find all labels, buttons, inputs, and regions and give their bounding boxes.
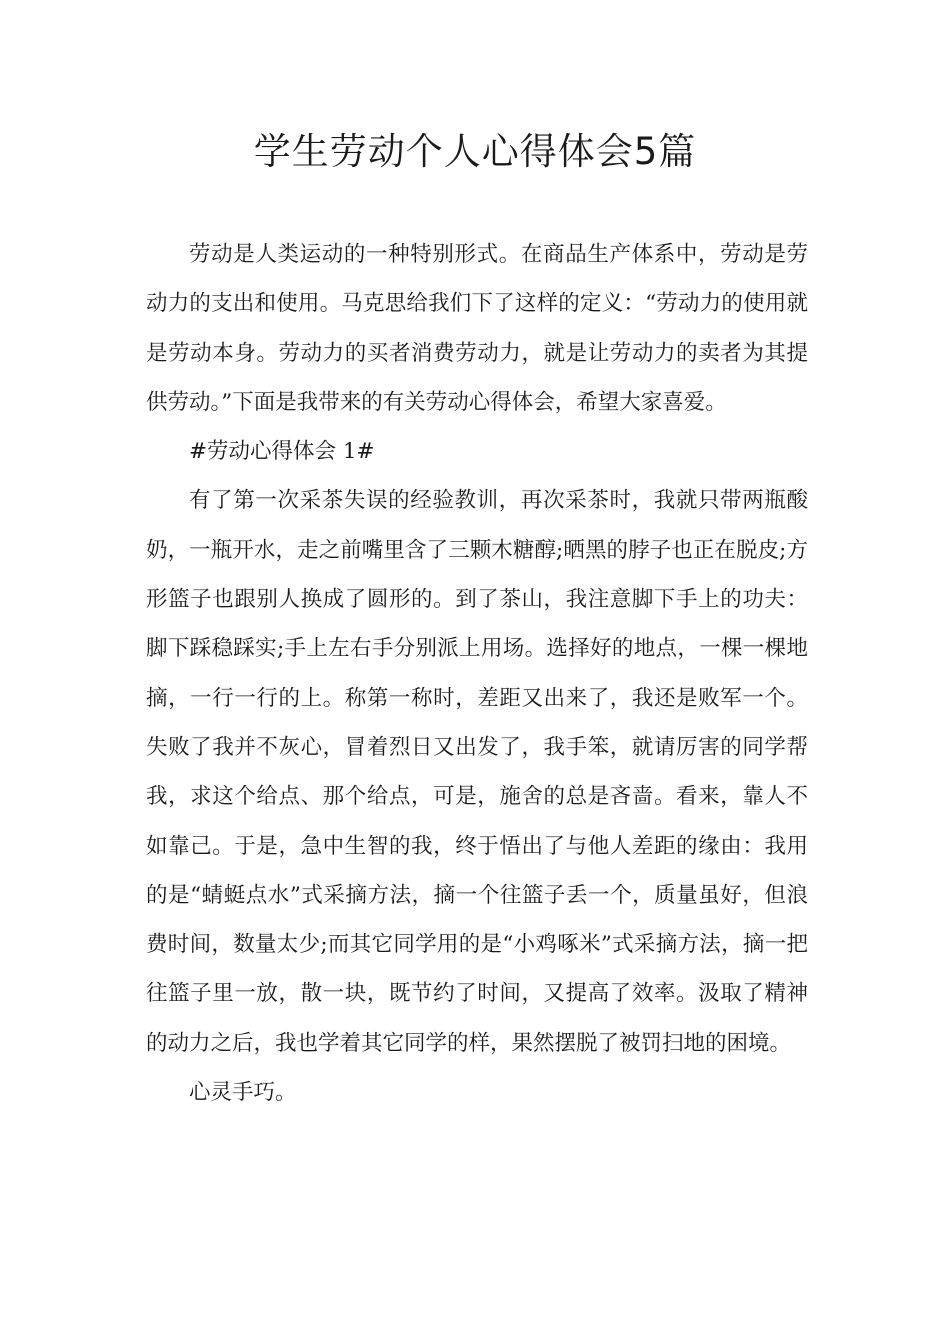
section-heading: #劳动心得体会 1# bbox=[189, 439, 375, 465]
body-paragraph: 心灵手巧。 bbox=[189, 1080, 297, 1106]
document-body bbox=[146, 230, 808, 1117]
body-paragraph: 有了第一次采茶失误的经验教训，再次采茶时，我就只带两瓶酸奶，一瓶开水，走之前嘴里含了三颗木糖醇;晒黑的脖子也正在脱皮;方形篮子也跟别人换成了圆形的。到了茶山，我注意脚下手上的功夫：脚下踩稳踩实;手上左右手分别派上用场。选择好的地点，一棵一棵地摘，一行一行的上。称第一称时，差距又出来了，我还是败军一个。失败了我并不灰心，冒着烈日又出发了，我手笨，就请厉害的同学帮我，求这个给点、那个给点，可是，施舍的总是吝啬。看来，靠人不如靠己。于是，急中生智的我，终于悟出了与他人差距的缘由：我用的是“蜻蜓点水”式采摘方法，摘一个往篮子丢一个，质量虽好，但浪费时间，数量太少;而其它同学用的是“小鸡啄米”式采摘方法，摘一把往篮子里一放，散一块，既节约了时间，又提高了效率。汲取了精神的动力之后，我也学着其它同学的样，果然摆脱了被罚扫地的困境。 bbox=[146, 488, 808, 1056]
document-title: 学生劳动个人心得体会5篇 bbox=[253, 130, 697, 173]
intro-paragraph: 劳动是人类运动的一种特别形式。在商品生产体系中，劳动是劳动力的支出和使用。马克思给我们下了这样的定义：“劳动力的使用就是劳动本身。劳动力的买者消费劳动力，就是让劳动力的卖者为其提供劳动。”下面是我带来的有关劳动心得体会，希望大家喜爱。 bbox=[146, 242, 808, 415]
